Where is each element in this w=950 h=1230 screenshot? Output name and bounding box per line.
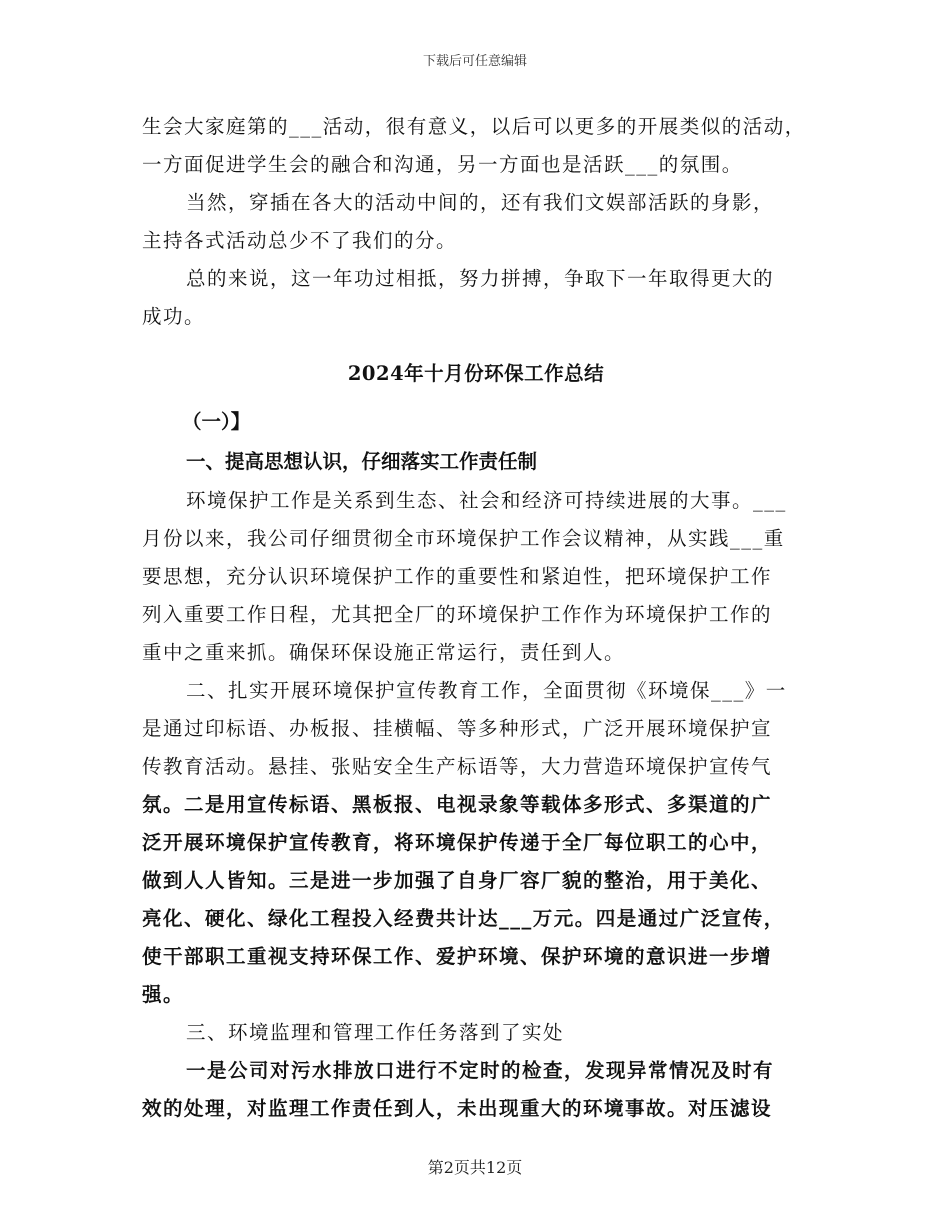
- text-line: 总的来说，这一年功过相抵，努力拼搏，争取下一年取得更大的: [186, 267, 775, 290]
- text-line: 当然，穿插在各大的活动中间的，还有我们文娱部活跃的身影，: [186, 191, 775, 214]
- page-header: 下载后可任意编辑: [422, 54, 527, 69]
- text-line: 重中之重来抓。确保环保设施正常运行，责任到人。: [142, 641, 626, 664]
- text-line: 泛开展环境保护宣传教育，将环境保护传递于全厂每位职工的心中，: [142, 831, 773, 854]
- text-line: 氛。二是用宣传标语、黑板报、电视录象等载体多形式、多渠道的广: [142, 793, 773, 816]
- text-line: 要思想，充分认识环境保护工作的重要性和紧迫性，把环境保护工作: [142, 565, 773, 588]
- page-footer: 第2页共12页: [427, 1158, 523, 1177]
- intro-paragraph-1: [142, 108, 810, 184]
- heading-1: 一、提高思想认识，仔细落实工作责任制: [186, 450, 538, 473]
- text-line: 二、扎实开展环境保护宣传教育工作，全面贯彻《环境保___》一: [186, 679, 787, 702]
- text-line: 一是公司对污水排放口进行不定时的检查，发现异常情况及时有: [186, 1059, 775, 1082]
- paragraph-1: [142, 482, 810, 672]
- text-line: 列入重要工作日程，尤其把全厂的环境保护工作作为环境保护工作的: [142, 603, 773, 626]
- document-body: [142, 108, 810, 1128]
- section-mark: （一）】: [182, 410, 251, 433]
- intro-paragraph-3: [142, 260, 810, 336]
- text-line: 效的处理，对监理工作责任到人，未出现重大的环境事故。对压滤设: [142, 1097, 773, 1120]
- text-line: 使干部职工重视支持环保工作、爱护环境、保护环境的意识进一步增: [142, 945, 773, 968]
- text-line: 成功。: [142, 305, 206, 328]
- text-line: 主持各式活动总少不了我们的分。: [142, 229, 458, 252]
- text-line: 生会大家庭第的___活动，很有意义，以后可以更多的开展类似的活动，: [142, 115, 806, 138]
- paragraph-3: [142, 1052, 810, 1128]
- text-line: 强。: [142, 983, 185, 1006]
- text-line: 一方面促进学生会的融合和沟通，另一方面也是活跃___的氛围。: [142, 153, 743, 176]
- paragraph-2: [142, 672, 810, 1014]
- text-line: 做到人人皆知。三是进一步加强了自身厂容厂貌的整治，用于美化、: [142, 869, 773, 892]
- intro-paragraph-2: [142, 184, 810, 260]
- document-title: 2024年十月份环保工作总结: [347, 362, 605, 385]
- heading-3: 三、环境监理和管理工作任务落到了实处: [186, 1021, 565, 1044]
- text-line: 环境保护工作是关系到生态、社会和经济可持续进展的大事。___: [186, 489, 787, 512]
- text-line: 是通过印标语、办板报、挂横幅、等多种形式，广泛开展环境保护宣: [142, 717, 773, 740]
- text-line: 亮化、硬化、绿化工程投入经费共计达___万元。四是通过广泛宣传，: [142, 907, 785, 930]
- text-line: 传教育活动。悬挂、张贴安全生产标语等，大力营造环境保护宣传气: [142, 755, 773, 778]
- text-line: 月份以来，我公司仔细贯彻全市环境保护工作会议精神，从实践___重: [142, 527, 785, 550]
